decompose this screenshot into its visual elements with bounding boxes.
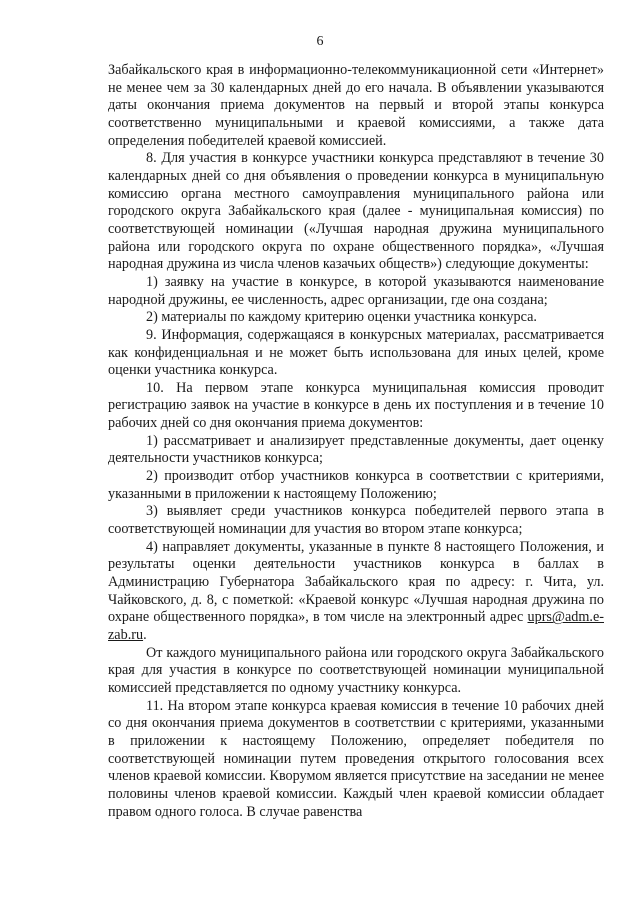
list-item-10-3: 3) выявляет среди участников конкурса победителей первого этапа в соответствующей номинации для участия во втором этапе конкурса; (108, 503, 604, 538)
paragraph-intro: Забайкальского края в информационно-телекоммуникационной сети «Интернет» не менее чем за 30 календарных дней до его начала. В объявлении указываются даты окончания приема документов на первый и второй этапы конкурса соответственно муниципальными и краевой комиссиями, а также дата определения победителей краевой комиссией. (108, 62, 604, 149)
list-item-10-1: 1) рассматривает и анализирует представленные документы, дает оценку деятельности участников конкурса; (108, 432, 604, 467)
paragraph-8: 8. Для участия в конкурсе участники конкурса представляют в течение 30 календарных дней со дня объявления о проведении конкурса в муниципальную комиссию органа местного самоуправления муниципального района или городского округа Забайкальского края (далее - муниципальная комиссия) по соответствующей номинации («Лучшая народная дружина муниципального района или городского округа по охране общественного порядка», «Лучшая народная дружина из числа членов казачьих обществ») следующие документы: (108, 150, 604, 273)
email-suffix: . (143, 627, 147, 643)
paragraph-9: 9. Информация, содержащаяся в конкурсных материалах, рассматривается как конфиденциальная и не может быть использована для иных целей, кроме оценки участника конкурса. (108, 326, 604, 379)
paragraph-10: 10. На первом этапе конкурса муниципальная комиссия проводит регистрацию заявок на участие в конкурсе в день их поступления и в течение 10 рабочих дней со дня окончания приема документов: (108, 379, 604, 432)
email-link[interactable]: uprs@adm.e-zab.ru (108, 609, 604, 643)
page-number: 6 (316, 34, 324, 49)
list-item-10-4 (108, 539, 604, 645)
list-item-8-2: 2) материалы по каждому критерию оценки участника конкурса. (146, 309, 537, 326)
paragraph-participants: От каждого муниципального района или городского округа Забайкальского края для участия в конкурсе по соответствующей номинации муниципальной комиссией представляется по одному участнику конкурса. (108, 644, 604, 696)
list-item-10-2: 2) производит отбор участников конкурса в соответствии с критериями, указанными в приложении к настоящему Положению; (108, 468, 604, 502)
paragraph-11: 11. На втором этапе конкурса краевая комиссия в течение 10 рабочих дней со дня окончания приема документов в соответствии с критериями, указанными в приложении к настоящему Положению, определяет победителя по соответствующей номинации путем проведения открытого голосования всех членов краевой комиссии. Кворумом является присутствие на заседании не менее половины членов краевой комиссии. Каждый член краевой комиссии обладает правом одного голоса. В случае равенства (108, 697, 604, 820)
list-item-8-1: 1) заявку на участие в конкурсе, в которой указываются наименование народной дружины, ее численность, адрес организации, где она создана; (108, 273, 604, 308)
document-body (108, 62, 604, 821)
list-item-10-4-text: 4) направляет документы, указанные в пункте 8 настоящего Положения, и результаты оценки деятельности участников конкурса в баллах в Администрацию Губернатора Забайкальского края по адресу: г. Чита, ул. Чайковского, д. 8, с пометкой: «Краевой конкурс «Лучшая народная дружина по охране общественного порядка», в том числе на электронный адрес (108, 538, 604, 626)
